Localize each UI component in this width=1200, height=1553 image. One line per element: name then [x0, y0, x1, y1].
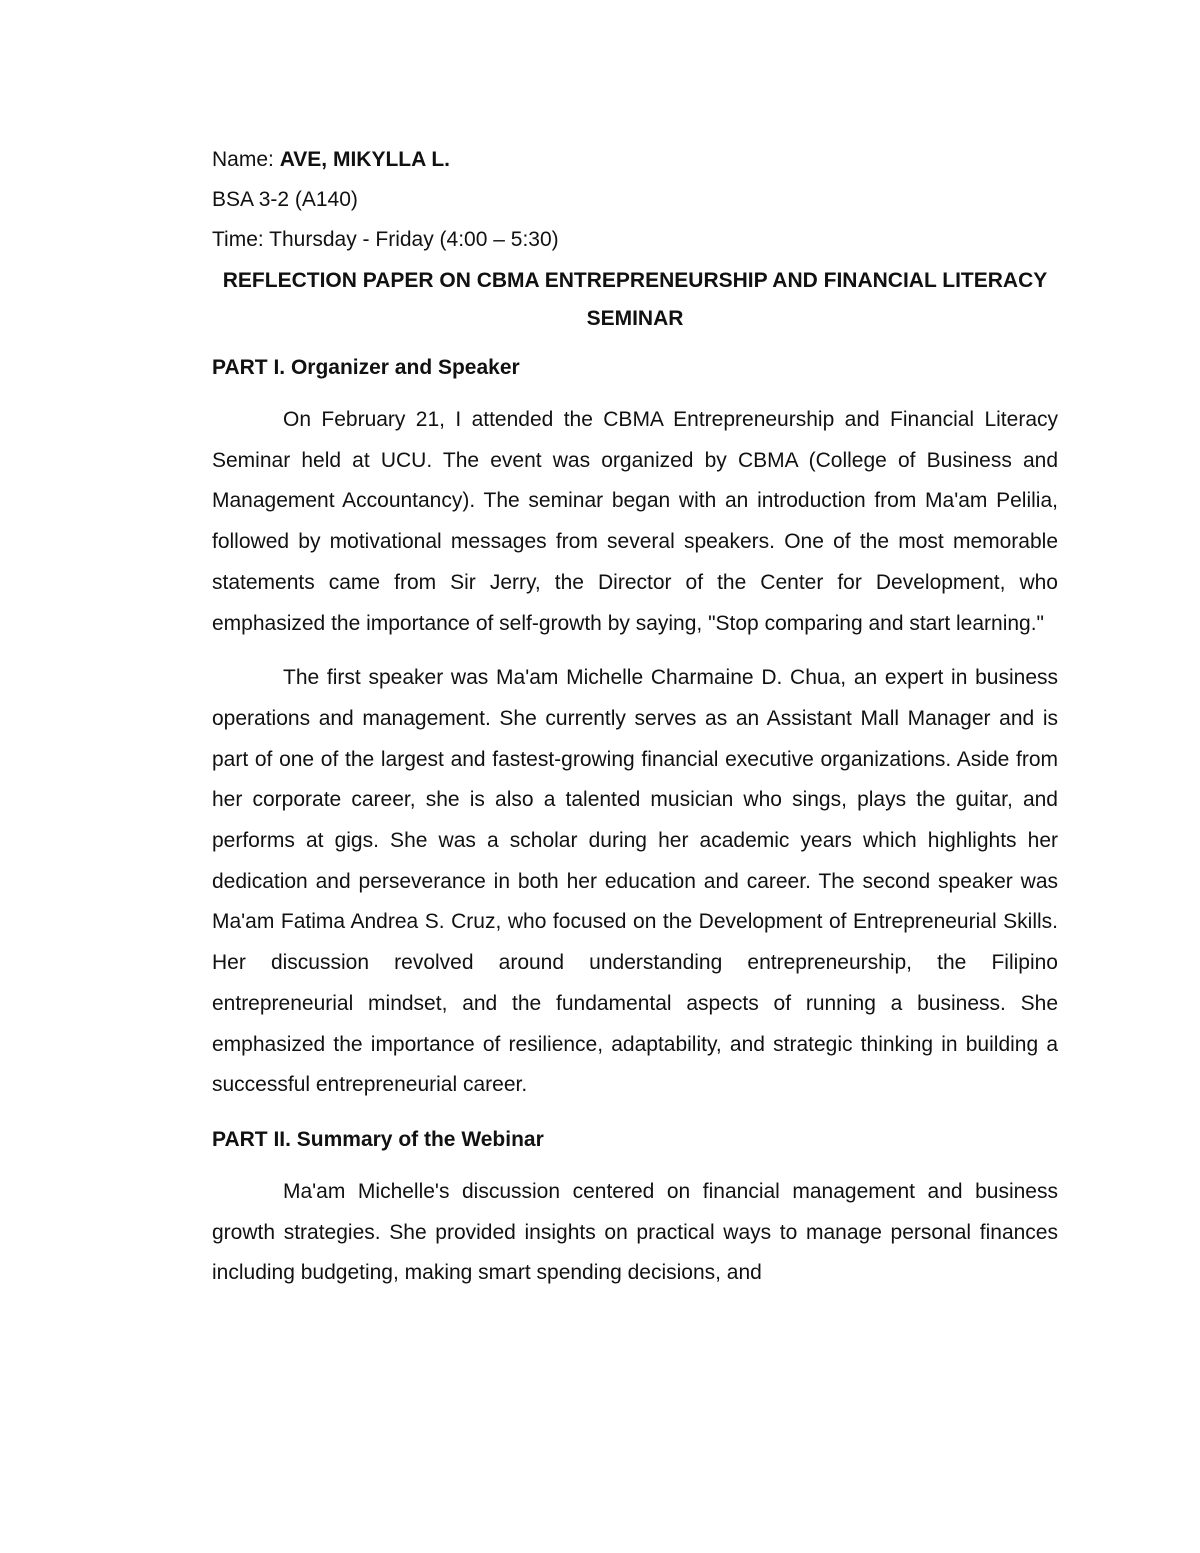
part1-paragraph-1: On February 21, I attended the CBMA Entrepreneurship and Financial Literacy Seminar held at UCU. The event was organized by CBMA (College of Business and Management Accountancy). The seminar began with an introduction from Ma'am Pelilia, followed by motivational messages from several speakers. One of the most memorable statements came from Sir Jerry, the Director of the Center for Development, who emphasized the importance of self-growth by saying, "Stop comparing and start learning.": [212, 408, 1058, 635]
section-line: BSA 3-2 (A140): [212, 188, 358, 211]
document-page: [212, 140, 1058, 1294]
name-line: [212, 140, 1058, 180]
part2-paragraph-1: Ma'am Michelle's discussion centered on financial management and business growth strategies. She provided insights on practical ways to manage personal finances including budgeting, making smart spending decisions, and: [212, 1179, 1058, 1285]
part2-heading: PART II. Summary of the Webinar: [212, 1127, 544, 1151]
student-name: AVE, MIKYLLA L.: [279, 148, 451, 171]
paper-title: REFLECTION PAPER ON CBMA ENTREPRENEURSHIP AND FINANCIAL LITERACY SEMINAR: [222, 269, 1048, 330]
name-label: Name:: [212, 148, 280, 171]
time-line: Time: Thursday - Friday (4:00 – 5:30): [212, 228, 559, 251]
part1-paragraph-2: The first speaker was Ma'am Michelle Charmaine D. Chua, an expert in business operations and management. She currently serves as an Assistant Mall Manager and is part of one of the largest and fastest-growing financial executive organizations. Aside from her corporate career, she is also a talented musician who sings, plays the guitar, and performs at gigs. She was a scholar during her academic years which highlights her dedication and perseverance in both her education and career. The second speaker was Ma'am Fatima Andrea S. Cruz, who focused on the Development of Entrepreneurial Skills. Her discussion revolved around understanding entrepreneurship, the Filipino entrepreneurial mindset, and the fundamental aspects of running a business. She emphasized the importance of resilience, adaptability, and strategic thinking in building a successful entrepreneurial career.: [212, 666, 1058, 1097]
part1-heading: PART I. Organizer and Speaker: [212, 356, 520, 379]
